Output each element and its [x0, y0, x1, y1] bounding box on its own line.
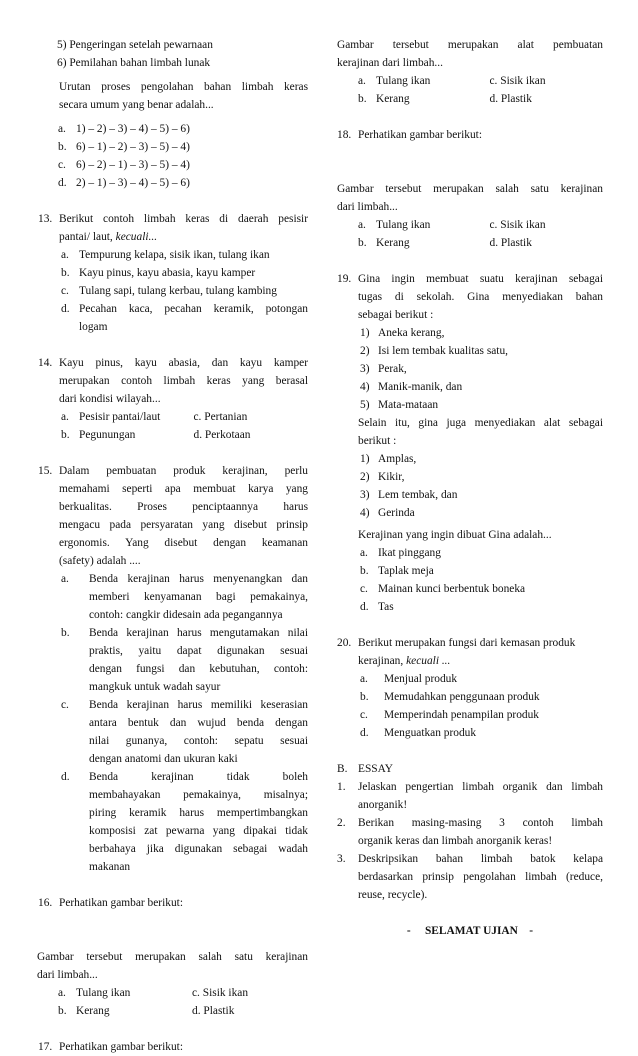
item-label: 4): [360, 507, 370, 519]
question-17-body: [337, 36, 603, 108]
option-b[interactable]: [61, 264, 308, 282]
option-text: Tas: [378, 601, 394, 613]
option-label: b.: [58, 141, 67, 153]
option-text: 1) – 2) – 3) – 4) – 5) – 6): [76, 123, 190, 135]
option-a[interactable]: [360, 544, 603, 562]
stem-line: pantai/ laut,: [59, 231, 113, 243]
stem-line: Gambar tersebut merupakan salah satu kerajinan: [37, 951, 308, 963]
option-text: Kayu pinus, kayu abasia, kayu kamper: [79, 267, 256, 279]
essay-line: reuse, recycle).: [358, 889, 428, 901]
option-text: Tulang sapi, tulang kerbau, tulang kambing: [79, 285, 277, 297]
option-label: b.: [360, 565, 369, 577]
option-d[interactable]: [358, 724, 603, 742]
item-text: Isi lem tembak kualitas satu,: [378, 345, 509, 357]
option-label: a.: [58, 123, 66, 135]
option-c[interactable]: [192, 984, 308, 1002]
option-c[interactable]: [490, 216, 604, 234]
tool-item: [360, 486, 603, 504]
option-label: d.: [360, 727, 369, 739]
option-label: c.: [360, 583, 368, 595]
question-number: 15.: [38, 465, 53, 477]
option-a[interactable]: [358, 72, 490, 90]
option-c[interactable]: [58, 156, 308, 174]
tool-item: [360, 468, 603, 486]
option-a[interactable]: [58, 120, 308, 138]
option-label: d.: [360, 601, 369, 613]
essay-number: 1.: [337, 781, 346, 793]
stem-line: kerajinan dari limbah...: [337, 57, 443, 69]
option-label: b.: [61, 267, 70, 279]
option-text: Kerang: [376, 93, 410, 105]
stem-italic: kecuali...: [115, 231, 158, 243]
question-prompt: Perhatikan gambar berikut:: [59, 897, 183, 909]
option-text: Mainan kunci berbentuk boneka: [378, 583, 526, 595]
essay-section: [337, 760, 603, 778]
question-number: 14.: [38, 357, 53, 369]
question-number: 18.: [337, 129, 352, 141]
option-text: mangkuk untuk wadah sayur: [89, 681, 221, 693]
option-c[interactable]: [194, 408, 309, 426]
option-d[interactable]: [360, 598, 603, 616]
stem-line: Dalam pembuatan produk kerajinan, perlu: [59, 465, 308, 477]
essay-line: berdasarkan prinsip pengolahan limbah (reduce,: [358, 871, 603, 883]
question-19: [337, 270, 603, 616]
essay-item-3: [337, 850, 603, 904]
item-label: 2): [360, 345, 370, 357]
option-label: d.: [58, 177, 67, 189]
question-number: 13.: [38, 213, 53, 225]
option-label: c.: [193, 411, 202, 423]
option-text: berbahaya jika digunakan sebagai wadah: [89, 843, 308, 855]
question-16: [38, 894, 308, 912]
question-number: 20.: [337, 637, 352, 649]
item-label: 2): [360, 471, 370, 483]
option-text: makanan: [89, 861, 131, 873]
option-label: a.: [61, 573, 69, 585]
question-18-body: [337, 180, 603, 252]
option-label: a.: [61, 411, 69, 423]
item-text: Lem tembak, dan: [378, 489, 458, 501]
option-text: dengan fungsi dan kebutuhan, contoh:: [89, 663, 308, 675]
option-d[interactable]: [192, 1002, 308, 1020]
option-d[interactable]: [194, 426, 309, 444]
closing-text: - SELAMAT UJIAN -: [406, 925, 534, 937]
option-a[interactable]: [358, 670, 603, 688]
option-text: Kerang: [376, 237, 410, 249]
stem-line: (safety) adalah ....: [59, 555, 141, 567]
left-column: [38, 36, 308, 1056]
option-label: d.: [61, 771, 70, 783]
option-label: c.: [61, 285, 69, 297]
option-label: a.: [358, 75, 366, 87]
option-a[interactable]: [61, 246, 308, 264]
option-label: d.: [192, 1005, 201, 1017]
option-c[interactable]: [360, 580, 603, 598]
option-b[interactable]: [360, 562, 603, 580]
section-title: ESSAY: [358, 763, 394, 775]
option-text: 6) – 1) – 2) – 3) – 5) – 4): [76, 141, 190, 153]
item-text: Amplas,: [378, 453, 417, 465]
option-label: b.: [358, 237, 367, 249]
question-17: [38, 1038, 308, 1056]
option-a[interactable]: [358, 216, 490, 234]
essay-item-2: [337, 814, 603, 850]
item-text: Mata-mataan: [378, 399, 439, 411]
option-label: a.: [358, 219, 366, 231]
option-c[interactable]: [490, 72, 604, 90]
stem-line: ergonomis. Yang disebut dengan keamanan: [59, 537, 308, 549]
q12-stem: [38, 78, 308, 114]
option-b[interactable]: [58, 138, 308, 156]
step-item: 6) Pemilahan bahan limbah lunak: [57, 57, 211, 69]
stem-line: memahami seperti apa membuat karya yang: [59, 483, 308, 495]
material-item: [360, 360, 603, 378]
image-placeholder: [337, 144, 603, 180]
option-text: Memperindah penampilan produk: [384, 709, 539, 721]
question-text: Kerajinan yang ingin dibuat Gina adalah...: [358, 529, 552, 541]
option-text: Pecahan kaca, pecahan keramik, potongan: [79, 303, 308, 315]
section-label: B.: [337, 763, 348, 775]
item-label: 3): [360, 363, 370, 375]
option-text: dengan anatomi dan ukuran kaki: [89, 753, 238, 765]
option-text: Plastik: [203, 1005, 235, 1017]
question-prompt: Perhatikan gambar berikut:: [59, 1041, 183, 1053]
essay-line: anorganik!: [358, 799, 408, 811]
option-label: d.: [489, 237, 499, 249]
question-14: [38, 354, 308, 444]
option-label: d.: [193, 429, 203, 441]
stem-line: Berikut merupakan fungsi dari kemasan produk: [358, 637, 576, 649]
option-text: Benda kerajinan harus mengutamakan nilai: [89, 627, 308, 639]
option-c[interactable]: [358, 706, 603, 724]
option-label: c.: [61, 699, 69, 711]
option-text: Sisik ikan: [202, 987, 249, 999]
stem-line: kerajinan,: [358, 655, 404, 667]
essay-line: Berikan masing-masing 3 contoh limbah: [358, 817, 603, 829]
option-a[interactable]: [58, 984, 192, 1002]
option-text: Benda kerajinan tidak boleh: [89, 771, 308, 783]
option-text: Taplak meja: [378, 565, 434, 577]
stem-line: sebagai berikut :: [358, 309, 434, 321]
stem-line: Kayu pinus, kayu abasia, dan kayu kamper: [59, 357, 308, 369]
option-b[interactable]: [58, 1002, 192, 1020]
stem-line: dari limbah...: [37, 969, 98, 981]
option-text: Kerang: [76, 1005, 110, 1017]
stem-line: Selain itu, gina juga menyediakan alat sebagai: [358, 417, 603, 429]
option-text: Perkotaan: [204, 429, 251, 441]
option-b[interactable]: [358, 90, 490, 108]
item-label: 3): [360, 489, 370, 501]
option-text: Plastik: [500, 93, 532, 105]
option-label: c.: [489, 219, 498, 231]
item-text: Aneka kerang,: [378, 327, 445, 339]
option-text: Tulang ikan: [76, 987, 131, 999]
stem-line: berikut :: [358, 435, 397, 447]
item-label: 5): [360, 399, 370, 411]
question-number: 19.: [337, 273, 352, 285]
option-text: membahayakan pemakainya, misalnya;: [89, 789, 308, 801]
option-text: Pesisir pantai/laut: [79, 411, 161, 423]
essay-line: Deskripsikan bahan limbah batok kelapa: [358, 853, 603, 865]
stem-line: berkualitas. Proses penciptaannya harus: [59, 501, 308, 513]
option-c[interactable]: [59, 696, 308, 768]
option-text: Menjual produk: [384, 673, 458, 685]
option-text: Benda kerajinan harus menyenangkan dan: [89, 573, 308, 585]
option-text: Menguatkan produk: [384, 727, 477, 739]
option-label: a.: [360, 547, 368, 559]
stem-line: tugas di sekolah. Gina menyediakan bahan: [358, 291, 603, 303]
essay-item-1: [337, 778, 603, 814]
option-text: 2) – 1) – 3) – 4) – 5) – 6): [76, 177, 190, 189]
option-text: piring keramik harus mempertimbangkan: [89, 807, 308, 819]
question-number: 17.: [38, 1041, 53, 1053]
stem-line: Berikut contoh limbah keras di daerah pesisir: [59, 213, 308, 225]
option-text: antara bentuk dan wujud benda dengan: [89, 717, 308, 729]
question-number: 16.: [38, 897, 53, 909]
item-text: Manik-manik, dan: [378, 381, 463, 393]
option-b[interactable]: [61, 426, 194, 444]
option-a[interactable]: [59, 570, 308, 624]
option-text: Tempurung kelapa, sisik ikan, tulang ikan: [79, 249, 270, 261]
stem-italic: kecuali ...: [406, 655, 451, 667]
option-b[interactable]: [59, 624, 308, 696]
option-label: a.: [58, 987, 66, 999]
option-text: memberi kenyamanan bagi pemakainya,: [89, 591, 308, 603]
option-label: b.: [358, 93, 367, 105]
image-placeholder: [38, 912, 308, 948]
option-text: Sisik ikan: [500, 75, 546, 87]
option-d[interactable]: [490, 234, 604, 252]
essay-number: 3.: [337, 853, 346, 865]
question-16-body: [37, 948, 308, 1020]
option-c[interactable]: [61, 282, 308, 300]
option-text: Plastik: [500, 237, 532, 249]
option-a[interactable]: [61, 408, 194, 426]
essay-number: 2.: [337, 817, 346, 829]
tools-list: [358, 450, 603, 522]
option-label: a.: [61, 249, 69, 261]
tool-item: [360, 504, 603, 522]
stem-line: dari kondisi wilayah...: [59, 393, 161, 405]
option-text: Pertanian: [204, 411, 248, 423]
option-label: b.: [58, 1005, 67, 1017]
essay-line: organik keras dan limbah anorganik keras!: [358, 835, 553, 847]
materials-list: [358, 324, 603, 414]
item-label: 1): [360, 453, 370, 465]
question-prompt: Perhatikan gambar berikut:: [358, 129, 482, 141]
option-text: Tulang ikan: [376, 219, 431, 231]
stem-line: merupakan contoh limbah keras yang berasal: [59, 375, 308, 387]
option-text: 6) – 2) – 1) – 3) – 5) – 4): [76, 159, 190, 171]
option-label: c.: [58, 159, 66, 171]
material-item: [360, 342, 603, 360]
q12-options: [38, 120, 308, 192]
stem-line: dari limbah...: [337, 201, 398, 213]
stem-line: Gambar tersebut merupakan alat pembuatan: [337, 39, 603, 51]
option-d[interactable]: [59, 768, 308, 876]
option-text: praktis, yaitu dapat digunakan sesuai: [89, 645, 308, 657]
option-text: logam: [79, 321, 108, 333]
stem-line: mengacu pada persyaratan yang disebut prinsip: [59, 519, 308, 531]
option-label: a.: [360, 673, 368, 685]
stem-line: secara umum yang benar adalah...: [59, 99, 214, 111]
item-text: Gerinda: [378, 507, 415, 519]
question-20: [337, 634, 603, 742]
option-label: c.: [360, 709, 368, 721]
option-text: Ikat pinggang: [378, 547, 441, 559]
step-item: 5) Pengeringan setelah pewarnaan: [57, 39, 213, 51]
material-item: [360, 378, 603, 396]
tool-item: [360, 450, 603, 468]
option-d[interactable]: [58, 174, 308, 192]
stem-line: Gambar tersebut merupakan salah satu kerajinan: [337, 183, 603, 195]
stem-line: Urutan proses pengolahan bahan limbah keras: [59, 81, 308, 93]
option-text: Memudahkan penggunaan produk: [384, 691, 540, 703]
question-13: [38, 210, 308, 336]
option-label: b.: [61, 627, 70, 639]
option-text: Pegunungan: [79, 429, 136, 441]
right-column: [337, 36, 603, 940]
q12-steps-continued: [38, 36, 308, 72]
option-label: b.: [61, 429, 70, 441]
option-label: c.: [489, 75, 498, 87]
option-text: Benda kerajinan harus memiliki keserasian: [89, 699, 308, 711]
option-d[interactable]: [61, 300, 308, 336]
material-item: [360, 396, 603, 414]
option-label: b.: [360, 691, 369, 703]
option-text: Tulang ikan: [376, 75, 431, 87]
stem-line: Gina ingin membuat suatu kerajinan sebagai: [358, 273, 603, 285]
option-text: Sisik ikan: [500, 219, 546, 231]
option-label: d.: [489, 93, 499, 105]
option-b[interactable]: [358, 234, 490, 252]
option-b[interactable]: [358, 688, 603, 706]
essay-line: Jelaskan pengertian limbah organik dan limbah: [358, 781, 603, 793]
material-item: [360, 324, 603, 342]
option-text: contoh: cangkir didesain ada pegangannya: [89, 609, 283, 621]
option-d[interactable]: [490, 90, 604, 108]
option-text: komposisi zat pewarna yang dipakai tidak: [89, 825, 308, 837]
option-label: d.: [61, 303, 70, 315]
item-text: Perak,: [378, 363, 407, 375]
item-label: 1): [360, 327, 370, 339]
option-text: nilai gunanya, contoh: sepatu sesuai: [89, 735, 308, 747]
question-15: [38, 462, 308, 876]
item-label: 4): [360, 381, 370, 393]
option-label: c.: [192, 987, 200, 999]
item-text: Kikir,: [378, 471, 405, 483]
question-18: [337, 126, 603, 144]
